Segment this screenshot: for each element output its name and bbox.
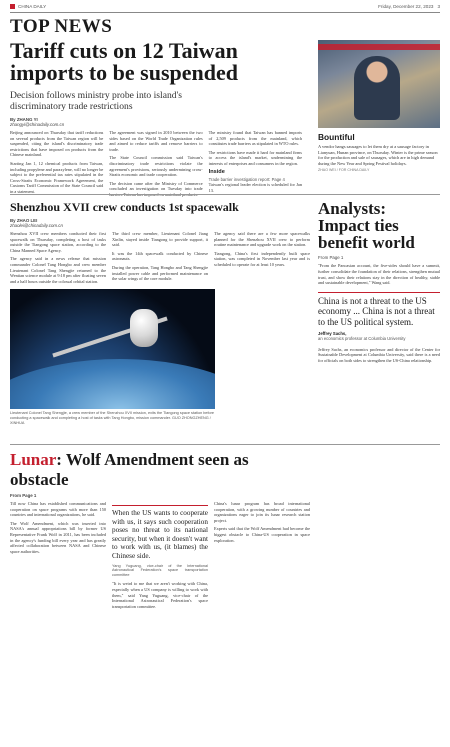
quote-attribution — [318, 331, 440, 341]
tariff-headline[interactable]: Tariff cuts on 12 Taiwan imports to be suspended — [10, 38, 238, 85]
masthead — [10, 3, 440, 13]
vendor-figure — [354, 56, 400, 120]
paragraph: The agreement was signed in 2010 between the two sides based on the World Trade Organization rules and aimed to reduce tariffs and remove barriers to trade. — [109, 130, 203, 152]
paragraph: During the operation, Tang Hongbo and Tang Shengjie installed power cable and performed maintenance on the solar wings of the core module. — [112, 264, 208, 282]
caption-credit: GUO ZHONGZHENG / XINHUA — [10, 415, 211, 425]
paragraph: "It is weird to me that we aren't working with China, especially when a US company is willing to work with them," said Yang Yuguang, vice-chair of the International Astronautical Federation's space transportation committee. — [112, 581, 208, 609]
lunar-pull-quote — [112, 505, 208, 577]
page-number: 3 — [437, 4, 440, 9]
divider — [10, 194, 440, 195]
analysts-paragraph: "From the Pancasian account, the five-sides should have a summit, further consolidate the foundation of their relations, strengthen mutual trust, and show their relations stay in the direction of healthy, stable and sustainable development," Wang said. — [318, 263, 440, 286]
analysts-story — [318, 200, 440, 363]
tariff-byline — [10, 117, 302, 127]
lunar-headline-keyword: Lunar — [10, 450, 57, 469]
paragraph: The decision came after the Ministry of Commerce concluded an investigation on Tuesday into trade barriers Taiwan has imposed on mainland products. — [109, 180, 203, 197]
paragraph: Beijing announced on Thursday that tariff reductions on several products from the Taiwan region will be suspended, citing the island's discriminatory trade restrictions that have imposed on products from the Chinese mainland. — [10, 130, 104, 158]
byline-name: By ZHAO LEI — [10, 218, 38, 223]
paper-name: CHINA DAILY — [18, 4, 47, 9]
paragraph: Experts said that the Wolf Amendment had become the biggest obstacle to China-US cooperation in space exploration. — [214, 526, 310, 543]
shenzhou-headline[interactable]: Shenzhou XVII crew conducts 1st spacewalk — [10, 200, 239, 214]
bountiful-caption: A vendor hangs sausages to let them dry at a sausage factory in Lianyuan, Hunan province, on Thursday. Winter is the prime season for the production and sale of sausages, which are in high demand during the New Year and Spring Festival holidays. — [318, 144, 438, 166]
shenzhou-col-1 — [10, 231, 106, 287]
china-daily-logo-icon — [10, 4, 15, 9]
lunar-body — [10, 501, 310, 612]
paragraph: The State Council commission said Taiwan's discriminatory trade restrictions violate the agreement's provisions, seriously undermining cross-Straits economic and trade cooperation. — [109, 155, 203, 178]
paragraph: The ministry found that Taiwan has banned imports of 2,509 products from the mainland, which constitutes trade barriers as stipulated in WTO rules. — [208, 130, 302, 147]
lunar-col-1 — [10, 501, 106, 612]
paragraph: The restrictions have made it hard for mainland firms to access the island's market, undermining the interests of enterprises and consumers in the region. — [208, 149, 302, 166]
paragraph: Shenzhou XVII crew members conducted their first spacewalk on Thursday, completing a host of tasks outside the Tiangong space station, according to the China Manned Space Agency. — [10, 231, 106, 253]
paragraph: China's lunar program has broad international cooperation, with a growing number of countries and organizations eager to join its lunar research station project. — [214, 501, 310, 523]
inside-note[interactable]: Trade barrier investigation report: Page 4 — [208, 177, 285, 183]
shenzhou-body — [10, 231, 310, 287]
spacewalk-caption — [10, 411, 215, 425]
quote-text: China is not a threat to the US economy ... China is not a threat to the US political system. — [318, 295, 435, 327]
analysts-headline[interactable]: Analysts: Impact ties benefit world — [318, 199, 415, 252]
issue-date: Friday, December 22, 2023 — [378, 4, 434, 9]
tariff-story — [10, 40, 302, 201]
earth-horizon — [10, 359, 215, 409]
bountiful-photo-story — [318, 40, 440, 172]
shenzhou-byline — [10, 218, 310, 228]
analysts-subhead: From Page 1 — [318, 255, 344, 260]
paragraph: The Wolf Amendment, which was inserted into NASA's annual appropriations bill by former US Representative Frank Wolf in 2011, has been included in the agency's funding bill every year and has greatly affected collaboration between NASA and Chinese space authorities. — [10, 520, 106, 554]
sausage-rack — [318, 44, 440, 50]
pull-quote — [318, 292, 440, 341]
paper-brand — [10, 4, 46, 9]
paragraph: Starting Jan 1, 12 chemical products from Taiwan, including propylene and paraxylene, will no longer be subject to the preferential tax rates stipulated in the Cross-Straits Economic Framework Agreement, the Customs Tariff Commission of the State Council said in a statement. — [10, 160, 104, 194]
quote-text: When the US wants to cooperate with us, it says such cooperation poses no threat to its national security, but when it doesn't want to work with us, (it blames) the Chinese side. — [112, 509, 208, 560]
lunar-headline-rest: : Wolf Amendment seen as obstacle — [10, 450, 249, 489]
paragraph: It was the 14th spacewalk conducted by Chinese astronauts. — [112, 250, 208, 262]
lunar-story — [10, 450, 310, 612]
shenzhou-col-3 — [214, 231, 310, 287]
byline-name: From Page 1 — [10, 493, 37, 498]
quote-role: an economics professor at Columbia University — [318, 335, 406, 341]
paragraph: The agency said in a news release that mission commander Colonel Tang Hongbo and crew member Lieutenant Colonel Tang Shengjie returned to the Wentian science module at 9:18 pm after floating seven and a half hours outside the colossal orbital station. — [10, 256, 106, 284]
tariff-subhead: Decision follows ministry probe into island's discriminatory trade restrictions — [10, 90, 183, 112]
tariff-col-2 — [109, 130, 202, 201]
byline-name: By ZHANG YI — [10, 117, 38, 122]
quote-attribution: Yang Yuguang, vice-chair of the International Astronautical Federation's space transportation committee — [112, 563, 208, 577]
shenzhou-col-2 — [112, 231, 208, 287]
inside-label: Inside — [208, 168, 225, 175]
quote-author: Jeffrey Sachs, — [318, 330, 347, 336]
tariff-col-3 — [209, 130, 302, 201]
shenzhou-story — [10, 200, 310, 425]
analysts-paragraph: Jeffrey Sachs, an economics professor and director of the Center for Sustainable Development at Columbia University, said there is a need for officials on both sides to strengthen the US-China relationship. — [318, 346, 440, 363]
lunar-byline — [10, 493, 310, 498]
lunar-col-2 — [112, 501, 208, 612]
paragraph: Taiwan's regional leader election is scheduled for Jan 13. — [208, 182, 302, 193]
tariff-col-1 — [10, 130, 103, 201]
section-title: TOP NEWS — [10, 16, 113, 37]
bountiful-title: Bountiful — [318, 132, 355, 142]
tariff-body — [10, 130, 302, 201]
byline-email[interactable]: zhangyi@chinadaily.com.cn — [10, 122, 65, 127]
lunar-headline[interactable] — [10, 450, 310, 490]
paragraph: Till now China has established communications and cooperation on space programs with more than 150 countries and international organizations, he said. — [10, 501, 106, 518]
caption-text: Lieutenant Colonel Tang Shengjie, a crew member of the Shenzhou XVII mission, exits the Tiangong space station before conducting a spacewalk and completing a host of tasks with Tang Hongbo, mission commander. — [10, 411, 215, 420]
paragraph: Tiangong, China's first independently built space station, was completed in November last year and is scheduled to operate for at least 10 years. — [214, 250, 310, 267]
lunar-col-3 — [214, 501, 310, 612]
astronaut-figure — [130, 309, 158, 347]
photo-credit: ZHAO WEI / FOR CHINA DAILY — [318, 168, 370, 173]
paragraph: The third crew member, Lieutenant Colonel Jiang Xinlin, stayed inside Tiangong to provide support, it said. — [112, 231, 208, 248]
sausage-photo[interactable] — [318, 40, 440, 128]
paragraph: The agency said there are a few more spacewalks planned for the Shenzhou XVII crew to perform routine maintenance and upgrade work on the station. — [214, 231, 310, 248]
spacewalk-photo[interactable] — [10, 289, 215, 409]
divider — [10, 444, 440, 445]
byline-email[interactable]: zhaolei@chinadaily.com.cn — [10, 223, 63, 228]
